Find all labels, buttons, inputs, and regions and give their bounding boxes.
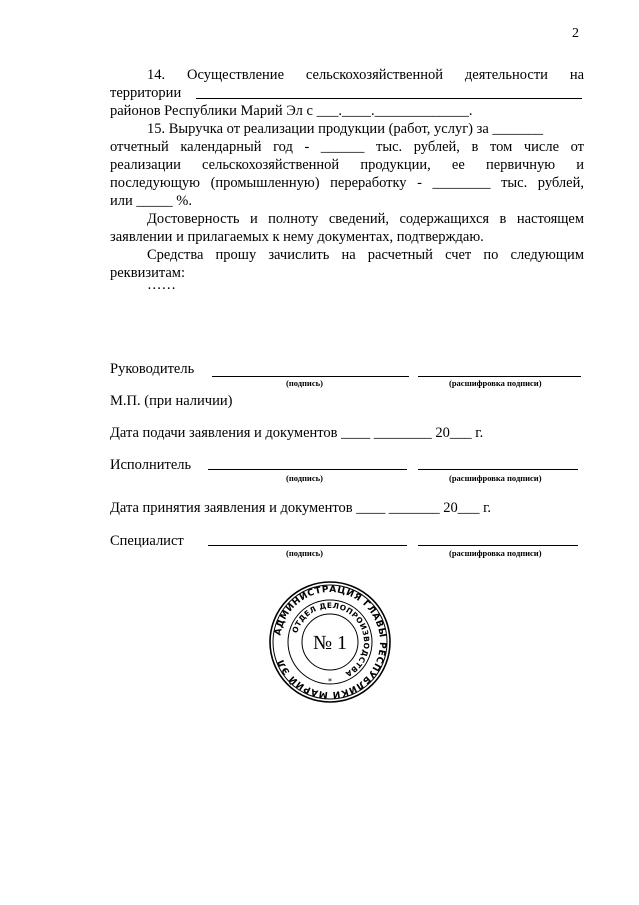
confirm-line-1: Достоверность и полноту сведений, содержащихся в настоящем	[147, 211, 585, 227]
official-stamp	[268, 580, 392, 704]
p14-line-1: 14. Осуществление сельскохозяйственной деятельности на	[147, 67, 585, 83]
executor-label: Исполнитель	[110, 457, 192, 473]
executor-signature-caption: (подпись)	[286, 473, 323, 483]
stamp-number: № 1	[312, 632, 348, 654]
stamp-outer-text: АДМИНИСТРАЦИЯ ГЛАВЫ РЕСПУБЛИКИ МАРИЙ ЭЛ	[273, 584, 388, 700]
p15-line-5: или _____ %.	[110, 193, 192, 209]
head-decode-caption: (расшифровка подписи)	[449, 378, 542, 388]
p14-territory-label: территории	[110, 85, 182, 101]
executor-signature-line[interactable]	[208, 469, 407, 470]
executor-decode-caption: (расшифровка подписи)	[449, 473, 542, 483]
p15-line-1: 15. Выручка от реализации продукции (работ, услуг) за _______	[147, 121, 544, 137]
head-signature-line[interactable]	[212, 376, 409, 377]
head-decode-line[interactable]	[418, 376, 581, 377]
specialist-decode-line[interactable]	[418, 545, 578, 546]
specialist-signature-line[interactable]	[208, 545, 407, 546]
territory-field-line[interactable]	[196, 98, 582, 99]
p15-line-2: отчетный календарный год - ______ тыс. рублей, в том числе от	[110, 139, 585, 155]
head-label: Руководитель	[110, 361, 195, 377]
confirm-line-2: заявлении и прилагаемых к нему документах, подтверждаю.	[110, 229, 484, 245]
p15-line-4: последующую (промышленную) переработку - ________ тыс. рублей,	[110, 175, 584, 191]
specialist-signature-caption: (подпись)	[286, 548, 323, 558]
specialist-label: Специалист	[110, 533, 184, 549]
funds-line-2: реквизитам:	[110, 265, 185, 281]
funds-line-1: Средства прошу зачислить на расчетный счет по следующим	[147, 247, 584, 263]
funds-line-3: ……	[147, 277, 176, 293]
p14-line-3: районов Республики Марий Эл с ___.____._____________.	[110, 103, 473, 119]
accept-date: Дата принятия заявления и документов ____ _______ 20___ г.	[110, 500, 492, 516]
p15-line-3: реализации сельскохозяйственной продукции, ее первичную и	[110, 157, 585, 173]
executor-decode-line[interactable]	[418, 469, 578, 470]
page-number: 2	[572, 26, 579, 41]
mp-label: М.П. (при наличии)	[110, 393, 233, 409]
stamp-star: *	[328, 677, 332, 686]
specialist-decode-caption: (расшифровка подписи)	[449, 548, 542, 558]
submit-date: Дата подачи заявления и документов ____ ________ 20___ г.	[110, 425, 484, 441]
head-signature-caption: (подпись)	[286, 378, 323, 388]
stamp-inner-text: ОТДЕЛ ДЕЛОПРОИЗВОДСТВА	[290, 600, 372, 679]
